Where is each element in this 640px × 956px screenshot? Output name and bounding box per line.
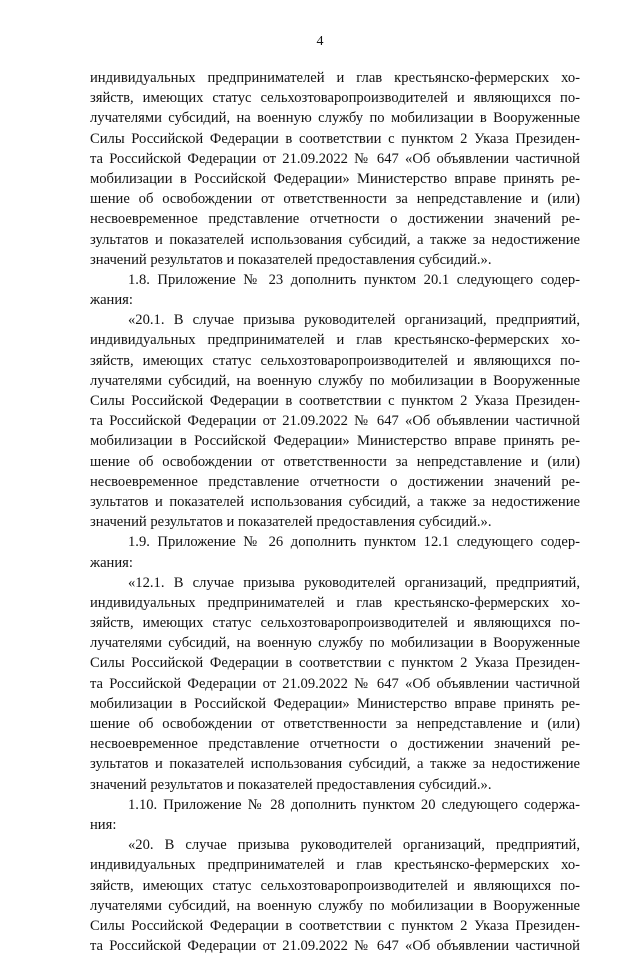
text-line: «12.1. В случае призыва руководителей организаций, предприятий,	[128, 574, 580, 591]
page-number: 4	[316, 34, 324, 49]
text-line: лучателями субсидий, на военную службу по мобилизации в Вооруженные	[90, 372, 580, 389]
text-line: зультатов и показателей использования субсидий, а также за недостижение	[90, 231, 580, 248]
text-line: жания:	[90, 554, 133, 571]
text-line: Силы Российской Федерации в соответствии с пунктом 2 Указа Президен-	[90, 655, 580, 672]
text-line: 1.8. Приложение № 23 дополнить пунктом 20.1 следующего содер-	[128, 271, 580, 288]
text-line: та Российской Федерации от 21.09.2022 № 647 «Об объявлении частичной	[90, 413, 580, 430]
text-line: «20. В случае призыва руководителей организаций, предприятий,	[128, 837, 580, 854]
text-line: «20.1. В случае призыва руководителей организаций, предприятий,	[128, 312, 580, 329]
text-line: значений результатов и показателей предоставления субсидий.».	[90, 514, 492, 531]
text-line: та Российской Федерации от 21.09.2022 № 647 «Об объявлении частичной	[90, 938, 580, 955]
text-line: зяйств, имеющих статус сельхозтоваропроизводителей и являющихся по-	[90, 615, 580, 632]
text-line: зультатов и показателей использования субсидий, а также за недостижение	[90, 493, 580, 510]
text-line: несвоевременное представление отчетности о достижении значений ре-	[90, 211, 580, 228]
text-line: та Российской Федерации от 21.09.2022 № 647 «Об объявлении частичной	[90, 150, 580, 167]
text-line: зяйств, имеющих статус сельхозтоваропроизводителей и являющихся по-	[90, 877, 580, 894]
text-line: индивидуальных предпринимателей и глав крестьянско-фермерских хо-	[90, 857, 580, 874]
text-line: значений результатов и показателей предоставления субсидий.».	[90, 251, 492, 268]
text-line: мобилизации в Российской Федерации» Министерство вправе принять ре-	[90, 433, 580, 450]
text-line: несвоевременное представление отчетности о достижении значений ре-	[90, 473, 580, 490]
text-line: шение об освобождении от ответственности за непредставление и (или)	[90, 191, 580, 208]
text-line: индивидуальных предпринимателей и глав крестьянско-фермерских хо-	[90, 332, 580, 349]
text-line: 1.9. Приложение № 26 дополнить пунктом 12.1 следующего содер-	[128, 534, 580, 551]
text-line: мобилизации в Российской Федерации» Министерство вправе принять ре-	[90, 695, 580, 712]
text-line: индивидуальных предпринимателей и глав крестьянско-фермерских хо-	[90, 594, 580, 611]
text-line: Силы Российской Федерации в соответствии с пунктом 2 Указа Президен-	[90, 393, 580, 409]
text-line: зяйств, имеющих статус сельхозтоваропроизводителей и являющихся по-	[90, 352, 580, 369]
text-line: значений результатов и показателей предоставления субсидий.».	[90, 776, 492, 793]
text-line: зяйств, имеющих статус сельхозтоваропроизводителей и являющихся по-	[90, 90, 580, 107]
text-line: та Российской Федерации от 21.09.2022 № 647 «Об объявлении частичной	[90, 675, 580, 692]
text-line: шение об освобождении от ответственности за непредставление и (или)	[90, 716, 580, 732]
text-line: лучателями субсидий, на военную службу по мобилизации в Вооруженные	[90, 110, 580, 127]
text-line: Силы Российской Федерации в соответствии с пунктом 2 Указа Президен-	[90, 130, 580, 147]
text-line: несвоевременное представление отчетности о достижении значений ре-	[90, 736, 580, 753]
text-line: индивидуальных предпринимателей и глав крестьянско-фермерских хо-	[90, 70, 580, 86]
text-line: шение об освобождении от ответственности за непредставление и (или)	[90, 453, 580, 470]
text-line: зультатов и показателей использования субсидий, а также за недостижение	[90, 756, 580, 773]
text-line: жания:	[90, 292, 133, 309]
text-line: 1.10. Приложение № 28 дополнить пунктом 20 следующего содержа-	[128, 796, 580, 813]
text-line: Силы Российской Федерации в соответствии с пунктом 2 Указа Президен-	[90, 917, 580, 934]
text-line: лучателями субсидий, на военную службу по мобилизации в Вооруженные	[90, 897, 580, 914]
text-line: ния:	[90, 816, 117, 833]
text-line: лучателями субсидий, на военную службу по мобилизации в Вооруженные	[90, 635, 580, 652]
text-line: мобилизации в Российской Федерации» Министерство вправе принять ре-	[90, 170, 580, 187]
document-body	[90, 68, 580, 956]
